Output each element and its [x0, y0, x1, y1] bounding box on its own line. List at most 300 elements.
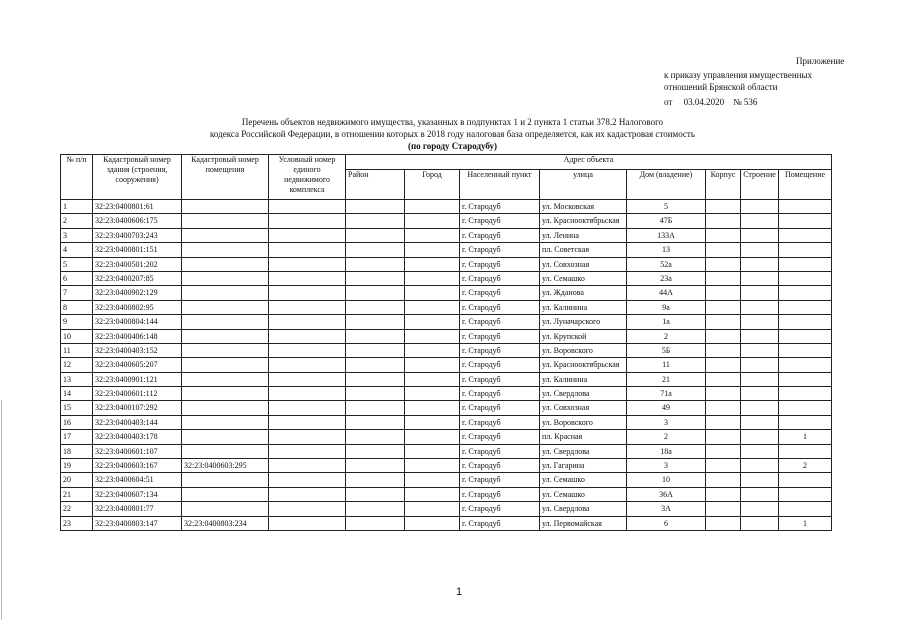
cell-building: [741, 214, 779, 228]
col-house: Дом (владение): [627, 170, 706, 200]
cell-cad-building: 32:23:0400703:243: [93, 228, 182, 242]
cell-cad-building: 32:23:0400207:85: [93, 271, 182, 285]
cell-settlement: г. Стародуб: [460, 473, 540, 487]
cell-cad-room: [182, 257, 269, 271]
cell-house: 1а: [627, 315, 706, 329]
col-num: № п/п: [61, 155, 93, 200]
table-row: [61, 329, 832, 343]
cell-cad-building: 32:23:0400501:202: [93, 257, 182, 271]
cell-city: [405, 387, 460, 401]
cell-settlement: г. Стародуб: [460, 200, 540, 214]
cell-city: [405, 401, 460, 415]
cell-city: [405, 473, 460, 487]
cell-building: [741, 243, 779, 257]
cell-cad-building: 32:23:0400801:77: [93, 502, 182, 516]
col-cad-building: Кадастровый номер здания (строения, сооружения): [93, 155, 182, 200]
cell-district: [346, 228, 405, 242]
col-address: Адрес объекта: [346, 155, 832, 170]
cell-street: ул. Совхозная: [540, 401, 627, 415]
col-cad-room: Кадастровый номер помещения: [182, 155, 269, 200]
cell-cad-building: 32:23:0400403:152: [93, 343, 182, 357]
cell-korpus: [706, 459, 741, 473]
cell-city: [405, 516, 460, 530]
col-city: Город: [405, 170, 460, 200]
cell-settlement: г. Стародуб: [460, 401, 540, 415]
cell-city: [405, 459, 460, 473]
cell-cond-number: [269, 473, 346, 487]
cell-building: [741, 257, 779, 271]
cell-settlement: г. Стародуб: [460, 415, 540, 429]
cell-cad-building: 32:23:0400605:207: [93, 358, 182, 372]
cell-korpus: [706, 315, 741, 329]
cell-korpus: [706, 228, 741, 242]
cell-city: [405, 300, 460, 314]
cell-room: 1: [779, 516, 832, 530]
cell-cad-building: 32:23:0400607:134: [93, 487, 182, 501]
cell-house: 3: [627, 415, 706, 429]
cell-korpus: [706, 430, 741, 444]
cell-house: 133А: [627, 228, 706, 242]
cell-district: [346, 487, 405, 501]
cell-room: [779, 387, 832, 401]
cell-district: [346, 343, 405, 357]
cell-num: 7: [61, 286, 93, 300]
cell-room: [779, 358, 832, 372]
cell-num: 17: [61, 430, 93, 444]
cell-building: [741, 444, 779, 458]
number-prefix: №: [733, 97, 742, 107]
cell-cad-building: 32:23:0400901:121: [93, 372, 182, 386]
cell-building: [741, 228, 779, 242]
cell-cad-building: 32:23:0400803:147: [93, 516, 182, 530]
col-korpus: Корпус: [706, 170, 741, 200]
cell-cad-room: [182, 473, 269, 487]
cell-cad-building: 32:23:0400802:95: [93, 300, 182, 314]
cell-cad-building: 32:23:0400801:61: [93, 200, 182, 214]
cell-house: 71а: [627, 387, 706, 401]
order-line-1: к приказу управления имущественных: [664, 70, 813, 80]
cell-district: [346, 329, 405, 343]
table-row: [61, 387, 832, 401]
cell-settlement: г. Стародуб: [460, 286, 540, 300]
cell-district: [346, 502, 405, 516]
table-row: [61, 286, 832, 300]
cell-city: [405, 271, 460, 285]
col-district: Район: [346, 170, 405, 200]
page-number: 1: [456, 586, 463, 598]
cell-korpus: [706, 387, 741, 401]
table-row: [61, 473, 832, 487]
cell-building: [741, 459, 779, 473]
cell-settlement: г. Стародуб: [460, 315, 540, 329]
cell-district: [346, 358, 405, 372]
cell-cond-number: [269, 300, 346, 314]
table-row: [61, 343, 832, 357]
cell-cond-number: [269, 228, 346, 242]
cell-street: ул. Жданова: [540, 286, 627, 300]
cell-num: 4: [61, 243, 93, 257]
cell-district: [346, 286, 405, 300]
cell-cad-room: [182, 228, 269, 242]
cell-street: ул. Луначарского: [540, 315, 627, 329]
table-row: [61, 459, 832, 473]
cell-street: пл. Красная: [540, 430, 627, 444]
cell-city: [405, 243, 460, 257]
col-cond-number: Условный номер единого недвижимого комплекса: [269, 155, 346, 200]
cell-cad-room: [182, 315, 269, 329]
cell-city: [405, 200, 460, 214]
cell-settlement: г. Стародуб: [460, 430, 540, 444]
cell-room: [779, 200, 832, 214]
cell-settlement: г. Стародуб: [460, 459, 540, 473]
table-row: [61, 315, 832, 329]
cell-room: [779, 473, 832, 487]
cell-cad-room: [182, 286, 269, 300]
cell-house: 13: [627, 243, 706, 257]
cell-district: [346, 387, 405, 401]
cell-city: [405, 502, 460, 516]
cell-city: [405, 372, 460, 386]
cell-room: 2: [779, 459, 832, 473]
cell-house: 36А: [627, 487, 706, 501]
cell-cad-room: [182, 387, 269, 401]
cell-district: [346, 401, 405, 415]
cell-city: [405, 444, 460, 458]
cell-cond-number: [269, 444, 346, 458]
cell-street: ул. Московская: [540, 200, 627, 214]
cell-cond-number: [269, 487, 346, 501]
cell-city: [405, 329, 460, 343]
cell-korpus: [706, 473, 741, 487]
table-row: [61, 300, 832, 314]
cell-district: [346, 459, 405, 473]
cell-num: 2: [61, 214, 93, 228]
cell-cad-room: 32:23:0400603:295: [182, 459, 269, 473]
table-row: [61, 228, 832, 242]
cell-korpus: [706, 444, 741, 458]
cell-city: [405, 415, 460, 429]
date-prefix: от: [664, 97, 673, 107]
cell-street: ул. Свердлова: [540, 502, 627, 516]
table-row: [61, 214, 832, 228]
cell-street: ул. Воровского: [540, 415, 627, 429]
cell-district: [346, 444, 405, 458]
cell-cad-room: [182, 430, 269, 444]
cell-cad-room: [182, 343, 269, 357]
cell-cad-building: 32:23:0400107:292: [93, 401, 182, 415]
cell-korpus: [706, 329, 741, 343]
cell-cond-number: [269, 401, 346, 415]
cell-cond-number: [269, 415, 346, 429]
cell-num: 15: [61, 401, 93, 415]
col-room: Помещение: [779, 170, 832, 200]
cell-district: [346, 430, 405, 444]
cell-building: [741, 473, 779, 487]
cell-house: 52а: [627, 257, 706, 271]
cell-cad-building: 32:23:0400406:148: [93, 329, 182, 343]
cell-street: пл. Советская: [540, 243, 627, 257]
cell-cad-building: 32:23:0400601:112: [93, 387, 182, 401]
cell-cond-number: [269, 257, 346, 271]
cell-num: 20: [61, 473, 93, 487]
cell-settlement: г. Стародуб: [460, 329, 540, 343]
cell-building: [741, 516, 779, 530]
cell-cad-room: [182, 214, 269, 228]
cell-korpus: [706, 516, 741, 530]
cell-district: [346, 214, 405, 228]
cell-street: ул. Семашко: [540, 473, 627, 487]
cell-city: [405, 430, 460, 444]
cell-house: 2: [627, 329, 706, 343]
cell-house: 47Б: [627, 214, 706, 228]
cell-room: [779, 243, 832, 257]
cell-building: [741, 286, 779, 300]
cell-cond-number: [269, 243, 346, 257]
cell-settlement: г. Стародуб: [460, 214, 540, 228]
cell-room: [779, 343, 832, 357]
cell-house: 3: [627, 459, 706, 473]
cell-cad-building: 32:23:0400606:175: [93, 214, 182, 228]
cell-cond-number: [269, 459, 346, 473]
cell-room: [779, 300, 832, 314]
title-line-2: кодекса Российской Федерации, в отношении которых в 2018 году налоговая база определяется, как их кадастровая стоимость: [210, 129, 695, 139]
cell-city: [405, 315, 460, 329]
cell-korpus: [706, 214, 741, 228]
cell-street: ул. Семашко: [540, 271, 627, 285]
scan-edge-line: [1, 400, 2, 620]
cell-district: [346, 473, 405, 487]
cell-house: 18а: [627, 444, 706, 458]
cell-house: 44А: [627, 286, 706, 300]
cell-cad-room: [182, 243, 269, 257]
cell-cond-number: [269, 200, 346, 214]
cell-street: ул. Краснооктябрьская: [540, 214, 627, 228]
cell-street: ул. Гагарина: [540, 459, 627, 473]
cell-settlement: г. Стародуб: [460, 372, 540, 386]
cell-korpus: [706, 286, 741, 300]
cell-street: ул. Ленина: [540, 228, 627, 242]
cell-settlement: г. Стародуб: [460, 444, 540, 458]
cell-cad-room: [182, 300, 269, 314]
cell-house: 23а: [627, 271, 706, 285]
cell-room: 1: [779, 430, 832, 444]
cell-korpus: [706, 243, 741, 257]
table-row: [61, 430, 832, 444]
cell-settlement: г. Стародуб: [460, 243, 540, 257]
cell-num: 14: [61, 387, 93, 401]
cell-cad-room: [182, 271, 269, 285]
cell-house: 5: [627, 200, 706, 214]
cell-settlement: г. Стародуб: [460, 271, 540, 285]
cell-building: [741, 401, 779, 415]
cell-building: [741, 329, 779, 343]
cell-building: [741, 271, 779, 285]
cell-korpus: [706, 343, 741, 357]
table-row: [61, 243, 832, 257]
cell-settlement: г. Стародуб: [460, 343, 540, 357]
cell-district: [346, 372, 405, 386]
order-date: 03.04.2020: [683, 97, 725, 107]
cell-korpus: [706, 358, 741, 372]
cell-settlement: г. Стародуб: [460, 487, 540, 501]
cell-city: [405, 358, 460, 372]
cell-street: ул. Калинина: [540, 372, 627, 386]
cell-cad-building: 32:23:0400902:129: [93, 286, 182, 300]
cell-cad-room: [182, 444, 269, 458]
cell-room: [779, 214, 832, 228]
table-row: [61, 271, 832, 285]
cell-settlement: г. Стародуб: [460, 358, 540, 372]
cell-district: [346, 257, 405, 271]
col-settlement: Населенный пункт: [460, 170, 540, 200]
cell-cad-room: [182, 329, 269, 343]
cell-house: 11: [627, 358, 706, 372]
table-row: [61, 516, 832, 530]
cell-district: [346, 243, 405, 257]
cell-room: [779, 228, 832, 242]
cell-city: [405, 228, 460, 242]
cell-building: [741, 487, 779, 501]
table-body: [61, 200, 832, 531]
cell-num: 10: [61, 329, 93, 343]
cell-building: [741, 387, 779, 401]
cell-street: ул. Крупской: [540, 329, 627, 343]
table-row: [61, 502, 832, 516]
order-line-2: отношений Брянской области: [664, 82, 778, 92]
table-row: [61, 372, 832, 386]
cell-cond-number: [269, 315, 346, 329]
cell-street: ул. Краснооктябрьская: [540, 358, 627, 372]
table-row: [61, 257, 832, 271]
cell-room: [779, 286, 832, 300]
cell-num: 3: [61, 228, 93, 242]
cell-korpus: [706, 300, 741, 314]
cell-korpus: [706, 200, 741, 214]
cell-district: [346, 271, 405, 285]
cell-cond-number: [269, 329, 346, 343]
cell-street: ул. Свердлова: [540, 387, 627, 401]
cell-district: [346, 415, 405, 429]
cell-house: 9а: [627, 300, 706, 314]
cell-building: [741, 300, 779, 314]
cell-num: 21: [61, 487, 93, 501]
cell-cad-building: 32:23:0400403:144: [93, 415, 182, 429]
cell-cad-room: 32:23:0400803:234: [182, 516, 269, 530]
cell-cad-room: [182, 487, 269, 501]
cell-num: 22: [61, 502, 93, 516]
table-row: [61, 415, 832, 429]
title-line-3: (по городу Стародубу): [407, 141, 498, 151]
cell-building: [741, 415, 779, 429]
cell-district: [346, 200, 405, 214]
cell-district: [346, 315, 405, 329]
cell-cad-room: [182, 200, 269, 214]
cell-house: 10: [627, 473, 706, 487]
cell-house: 2: [627, 430, 706, 444]
cell-cond-number: [269, 502, 346, 516]
cell-cond-number: [269, 516, 346, 530]
cell-building: [741, 200, 779, 214]
cell-korpus: [706, 487, 741, 501]
cell-korpus: [706, 401, 741, 415]
table-row: [61, 444, 832, 458]
cell-korpus: [706, 257, 741, 271]
cell-city: [405, 257, 460, 271]
cell-cad-room: [182, 358, 269, 372]
cell-cond-number: [269, 214, 346, 228]
cell-num: 6: [61, 271, 93, 285]
cell-city: [405, 343, 460, 357]
cell-room: [779, 271, 832, 285]
cell-cond-number: [269, 430, 346, 444]
cell-house: 5Б: [627, 343, 706, 357]
cell-korpus: [706, 271, 741, 285]
cell-cad-room: [182, 372, 269, 386]
cell-building: [741, 372, 779, 386]
cell-num: 1: [61, 200, 93, 214]
cell-cad-room: [182, 502, 269, 516]
cell-num: 18: [61, 444, 93, 458]
cell-city: [405, 286, 460, 300]
cell-house: 3А: [627, 502, 706, 516]
col-street: улица: [540, 170, 627, 200]
cell-district: [346, 300, 405, 314]
cell-cond-number: [269, 372, 346, 386]
cell-cond-number: [269, 286, 346, 300]
cell-settlement: г. Стародуб: [460, 502, 540, 516]
cell-district: [346, 516, 405, 530]
cell-room: [779, 415, 832, 429]
cell-cond-number: [269, 343, 346, 357]
cell-num: 16: [61, 415, 93, 429]
cell-building: [741, 502, 779, 516]
table-row: [61, 358, 832, 372]
cell-num: 23: [61, 516, 93, 530]
cell-street: ул. Свердлова: [540, 444, 627, 458]
cell-num: 13: [61, 372, 93, 386]
property-table: [60, 154, 832, 531]
cell-korpus: [706, 372, 741, 386]
cell-city: [405, 214, 460, 228]
cell-settlement: г. Стародуб: [460, 387, 540, 401]
cell-room: [779, 502, 832, 516]
cell-house: 21: [627, 372, 706, 386]
cell-room: [779, 315, 832, 329]
cell-street: ул. Первомайская: [540, 516, 627, 530]
cell-building: [741, 430, 779, 444]
cell-street: ул. Семашко: [540, 487, 627, 501]
cell-room: [779, 257, 832, 271]
appendix-label: Приложение: [796, 56, 845, 66]
order-date-line: [664, 97, 757, 108]
cell-settlement: г. Стародуб: [460, 516, 540, 530]
cell-korpus: [706, 415, 741, 429]
cell-building: [741, 358, 779, 372]
cell-cond-number: [269, 271, 346, 285]
col-building: Строение: [741, 170, 779, 200]
cell-cond-number: [269, 387, 346, 401]
cell-cad-building: 32:23:0400804:144: [93, 315, 182, 329]
table-row: [61, 487, 832, 501]
cell-korpus: [706, 502, 741, 516]
title-line-1: Перечень объектов недвижимого имущества, указанных в подпунктах 1 и 2 пункта 1 статьи 378.2 Налогового: [241, 117, 664, 127]
cell-city: [405, 487, 460, 501]
cell-street: ул. Совхозная: [540, 257, 627, 271]
cell-cad-room: [182, 401, 269, 415]
cell-num: 12: [61, 358, 93, 372]
cell-room: [779, 372, 832, 386]
cell-cad-building: 32:23:0400603:167: [93, 459, 182, 473]
